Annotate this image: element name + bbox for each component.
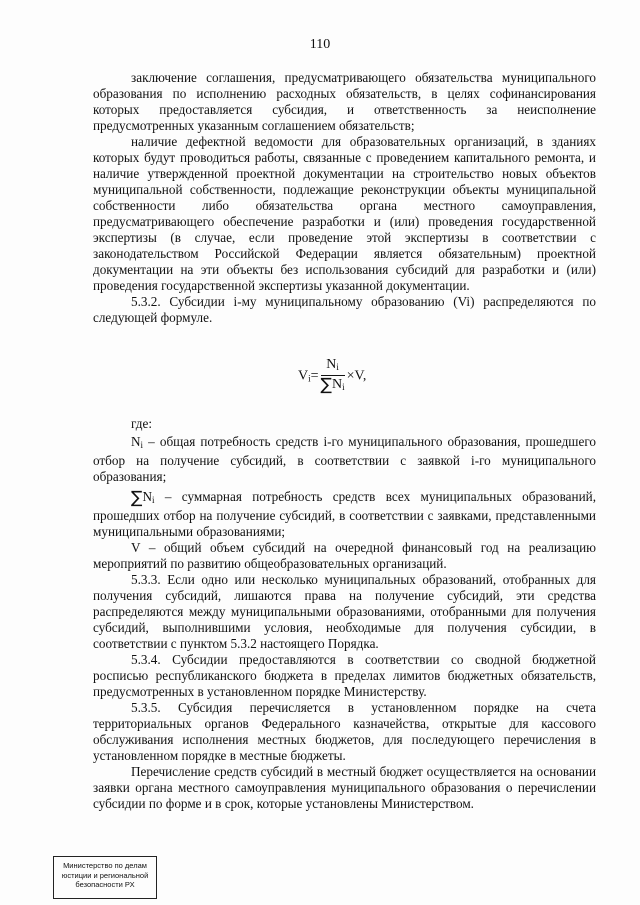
paragraph-5-3-3: 5.3.3. Если одно или несколько муниципальных образований, отобранных для получения субсидий, лишаются права на получение субсидий, эти средства распределяются между муниципальными образованиями, отобранными для получения субсидий, выполнившими условия, необходимые для получения субсидии, в соответствии с пунктом 5.3.2 настоящего Порядка. xyxy=(93,572,596,651)
paragraph-5-3-2: 5.3.2. Субсидии i-му муниципальному образованию (Vi) распределяются по следующей формуле. xyxy=(93,294,596,325)
definition-ni-text: – общая потребность средств i-го муниципального образования, прошедшего отбор на получение субсидий, в соответствии с заявкой i-го муниципального образования; xyxy=(93,434,596,484)
sum-symbol: ∑ xyxy=(131,488,143,508)
definition-sum-ni xyxy=(93,489,596,540)
term-ni-sub: i xyxy=(140,440,144,450)
paragraph-transfer: Перечисление средств субсидий в местный бюджет осуществляется на основании заявки органа местного самоуправления муниципального образования о перечислении субсидии по форме и в срок, которые установлены Министерством. xyxy=(93,764,596,811)
definition-sum-text: – суммарная потребность средств всех муниципальных образований, прошедших отбор на получение субсидий, в соответствии с заявками, представленными муниципальными образованиями; xyxy=(93,489,596,539)
term-sum-n: N xyxy=(142,489,152,504)
page-number: 110 xyxy=(309,37,331,52)
paragraph-5-3-4: 5.3.4. Субсидии предоставляются в соответствии со сводной бюджетной росписью республиканского бюджета в пределах лимитов бюджетных обязательств, предусмотренных в установленном порядке Министерству. xyxy=(93,652,596,699)
sum-symbol: ∑ xyxy=(320,375,333,395)
formula-tail: ×V, xyxy=(346,368,367,384)
stamp-line-1: Министерство по делам xyxy=(63,861,147,870)
formula-numerator-sub: i xyxy=(336,362,339,372)
definition-ni xyxy=(93,434,596,485)
where-label: где: xyxy=(131,416,152,431)
formula-lhs-sub: i xyxy=(308,373,311,384)
formula-lhs: V xyxy=(298,368,309,384)
paragraph-agreement: заключение соглашения, предусматривающего обязательства муниципального образования по исполнению расходных обязательств, в целях софинансирования которых предоставляется субсидия, и ответственность за неисполнение предусмотренных указанным соглашением обязательств; xyxy=(93,70,596,133)
definition-v: V – общий объем субсидий на очередной финансовый год на реализацию мероприятий по развитию общеобразовательных организаций. xyxy=(93,540,596,571)
paragraph-defect-statement: наличие дефектной ведомости для образовательных организаций, в зданиях которых будут проводиться работы, связанные с проведением капитального ремонта, и наличие утвержденной проектной документации на строительство новых объектов муниципальной собственности, подлежащие реконструкции объекты муниципальной собственности либо обязательства органа местного самоуправления, предусматривающего обеспечение разработки и (или) проведения государственной экспертизы (в случае, если проведение этой экспертизы в соответствии с законодательством Российской Федерации является обязательным) проектной документации на эти объекты без использования субсидий для разработки и (или) проведения государственной экспертизы указанной документации. xyxy=(93,134,596,293)
formula-eq: = xyxy=(310,368,319,384)
paragraph-5-3-5: 5.3.5. Субсидия перечисляется в установленном порядке на счета территориальных органов Федерального казначейства, открытые для кассового обслуживания исполнения местных бюджетов, для последующего перечисления в установленном порядке в местные бюджеты. xyxy=(93,700,596,763)
body-text-bottom xyxy=(93,416,596,812)
term-sum-sub: i xyxy=(152,495,155,505)
formula-numerator: N xyxy=(326,357,337,372)
formula-fraction xyxy=(321,357,345,396)
term-ni: N xyxy=(131,434,141,449)
formula-denominator-sub: i xyxy=(342,382,345,392)
body-text-top xyxy=(93,70,596,326)
ministry-stamp xyxy=(53,856,157,899)
formula-denominator: N xyxy=(332,377,343,392)
stamp-line-2: юстиции и региональной xyxy=(61,870,149,880)
distribution-formula xyxy=(298,357,366,396)
stamp-line-3: безопасности РХ xyxy=(75,880,135,889)
